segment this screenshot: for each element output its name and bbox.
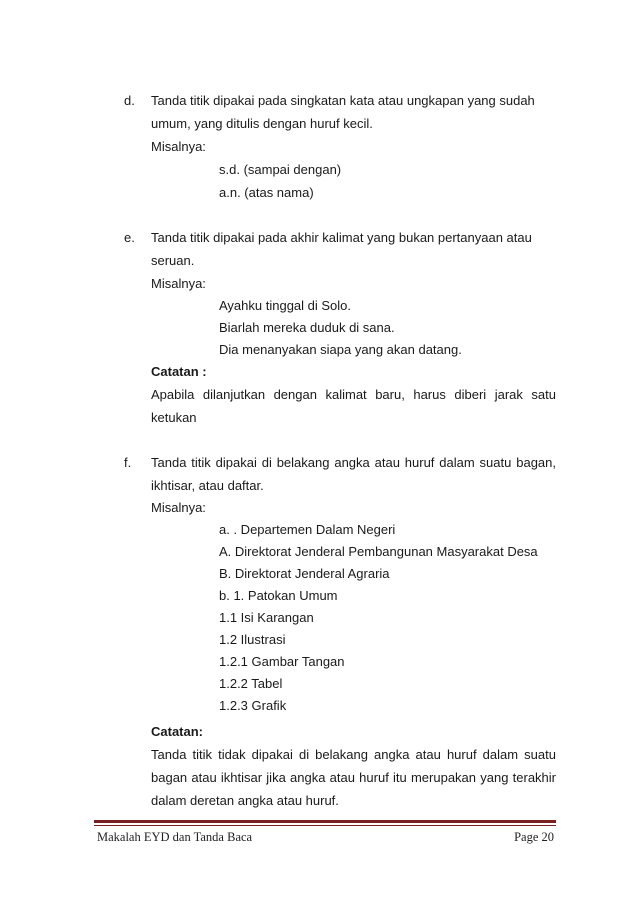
section-f-example: 1.1 Isi Karangan [219, 610, 314, 625]
section-e-catatan-title: Catatan : [151, 364, 207, 379]
section-e-text-line1: Tanda titik dipakai pada akhir kalimat yang bukan pertanyaan atau [151, 230, 532, 245]
section-f-example: A. Direktorat Jenderal Pembangunan Masyarakat Desa [219, 544, 538, 559]
footer-rule [94, 825, 556, 826]
section-f-catatan-title: Catatan: [151, 724, 204, 739]
section-f-example: 1.2 Ilustrasi [219, 632, 286, 647]
section-f-example: 1.2.3 Grafik [219, 698, 287, 713]
section-e-example: Ayahku tinggal di Solo. [219, 298, 352, 313]
section-f-label: f. [124, 455, 132, 470]
section-e-catatan-line2: ketukan [151, 410, 197, 425]
footer-rule [94, 820, 556, 823]
section-f-text-line1: Tanda titik dipakai di belakang angka atau huruf dalam suatu bagan, [151, 455, 556, 470]
section-d-example: a.n. (atas nama) [219, 185, 314, 200]
section-f-example: b. 1. Patokan Umum [219, 588, 338, 603]
section-f-example: 1.2.2 Tabel [219, 676, 283, 691]
section-d-text-line2: umum, yang ditulis dengan huruf kecil. [151, 116, 373, 131]
section-f-misalnya: Misalnya: [151, 500, 206, 515]
footer-page-number: Page 20 [514, 830, 554, 844]
section-f-example: a. . Departemen Dalam Negeri [219, 522, 396, 537]
section-f-catatan-line3: dalam deretan angka atau huruf. [151, 793, 339, 808]
footer-title: Makalah EYD dan Tanda Baca [97, 830, 253, 844]
section-e-label: e. [124, 230, 135, 245]
section-e-text-line2: seruan. [151, 253, 195, 268]
section-f-text-line2: ikhtisar, atau daftar. [151, 478, 264, 493]
section-d-text-line1: Tanda titik dipakai pada singkatan kata atau ungkapan yang sudah [151, 93, 535, 108]
section-f-catatan-line1: Tanda titik tidak dipakai di belakang angka atau huruf dalam suatu [151, 747, 556, 762]
section-f-example: 1.2.1 Gambar Tangan [219, 654, 345, 669]
section-e-misalnya: Misalnya: [151, 276, 206, 291]
section-f-catatan-line2: bagan atau ikhtisar jika angka atau huruf itu merupakan yang terakhir [151, 770, 556, 785]
section-d-label: d. [124, 93, 135, 108]
section-f-example: B. Direktorat Jenderal Agraria [219, 566, 390, 581]
section-e-example: Dia menanyakan siapa yang akan datang. [219, 342, 462, 357]
section-d-misalnya: Misalnya: [151, 139, 206, 154]
section-d-example: s.d. (sampai dengan) [219, 162, 342, 177]
section-e-catatan-line1: Apabila dilanjutkan dengan kalimat baru, harus diberi jarak satu [151, 387, 556, 402]
section-e-example: Biarlah mereka duduk di sana. [219, 320, 395, 335]
